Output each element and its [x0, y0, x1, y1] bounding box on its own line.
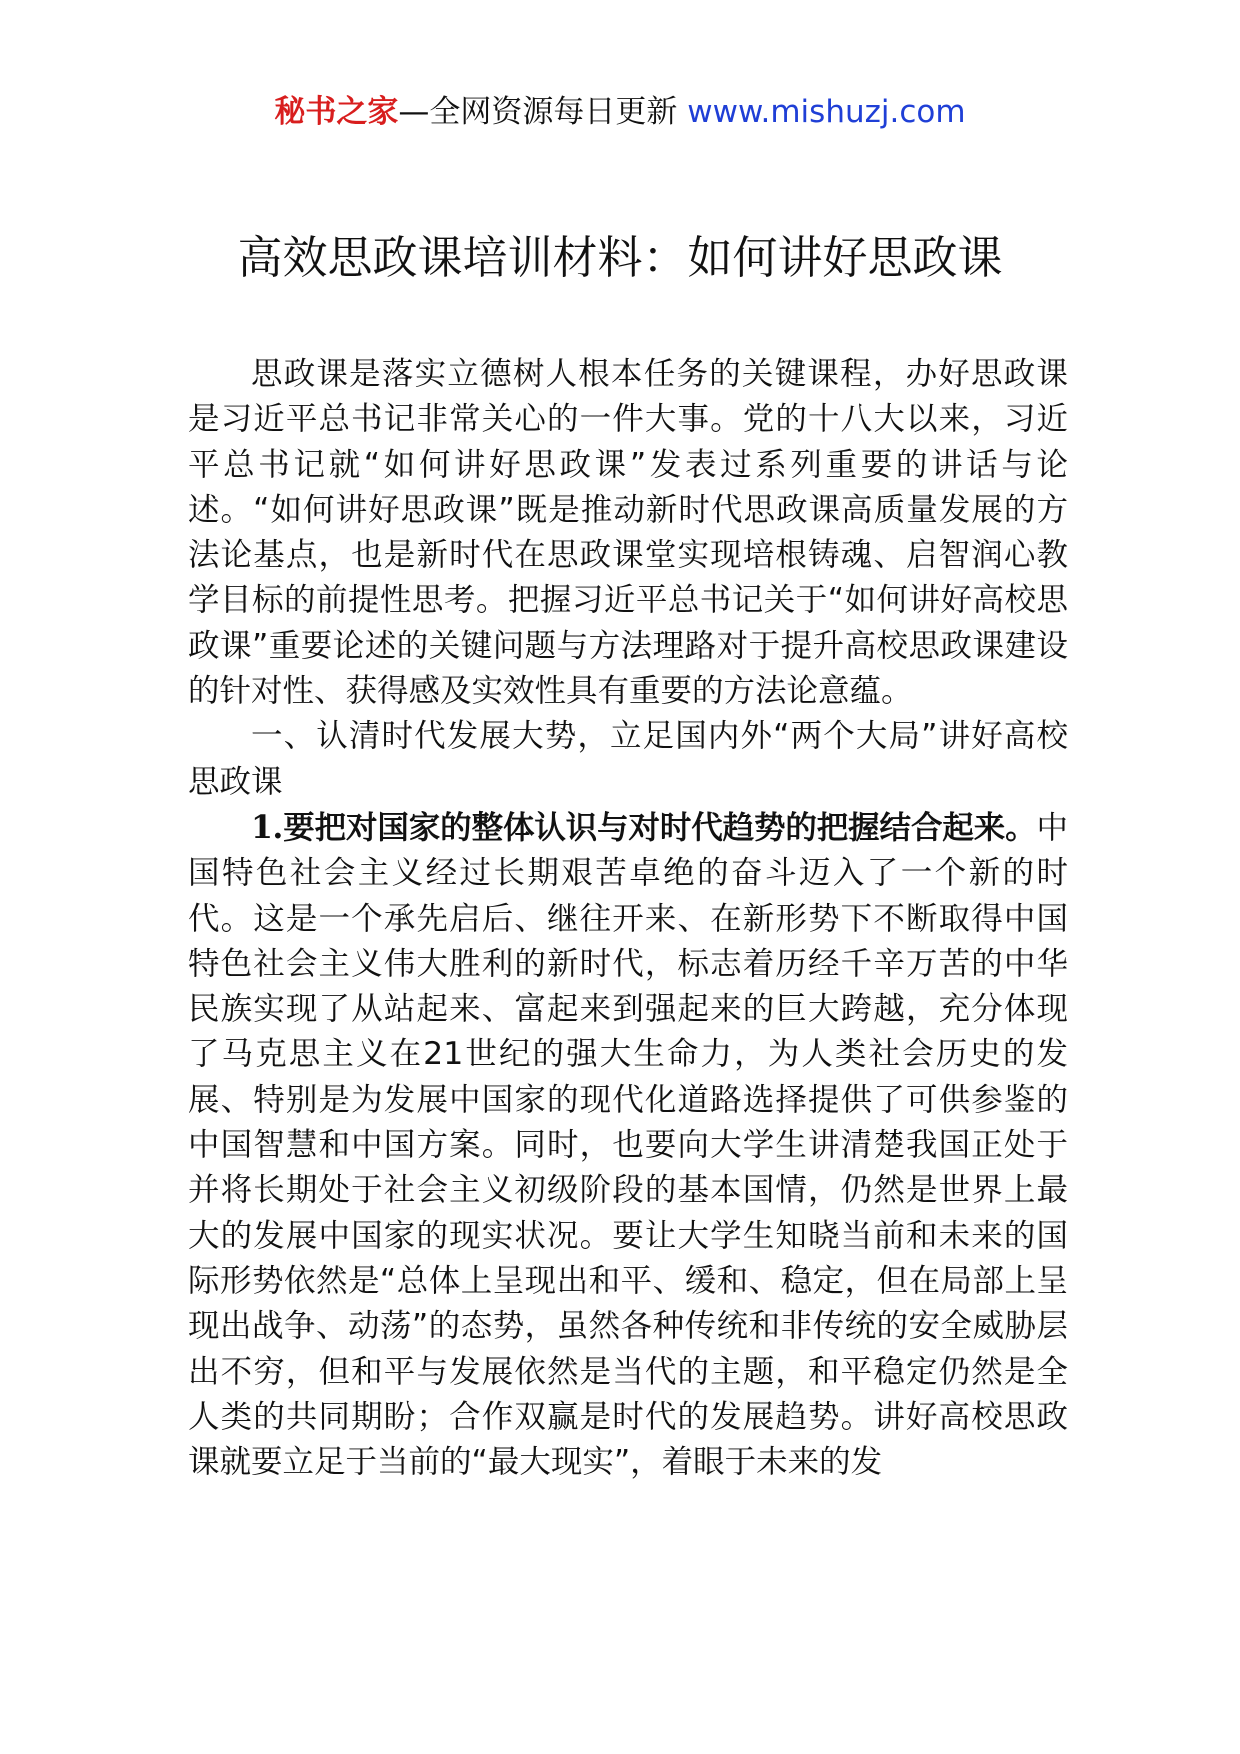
intro-paragraph: 思政课是落实立德树人根本任务的关键课程，办好思政课是习近平总书记非常关心的一件大事。党的十八大以来，习近平总书记就“如何讲好思政课”发表过系列重要的讲话与论述。“如何讲好思政课”既是推动新时代思政课高质量发展的方法论基点，也是新时代在思政课堂实现培根铸魂、启智润心教学目标的前提性思考。把握习近平总书记关于“如何讲好高校思政课”重要论述的关键问题与方法理路对于提升高校思政课建设的针对性、获得感及实效性具有重要的方法论意蕴。 — [188, 356, 1068, 710]
section-heading: 一、认清时代发展大势，立足国内外“两个大局”讲好高校思政课 — [188, 718, 1068, 800]
document-title: 高效思政课培训材料：如何讲好思政课 — [237, 231, 1003, 284]
site-slogan: —全网资源每日更新 — [398, 94, 688, 130]
site-header — [0, 92, 1240, 132]
point-body-text: 中国特色社会主义经过长期艰苦卓绝的奋斗迈入了一个新的时代。这是一个承先启后、继往开来、在新形势下不断取得中国特色社会主义伟大胜利的新时代，标志着历经千辛万苦的中华民族实现了从站起来、富起来到强起来的巨大跨越，充分体现了马克思主义在21世纪的强大生命力，为人类社会历史的发展、特别是为发展中国家的现代化道路选择提供了可供参鉴的中国智慧和中国方案。同时，也要向大学生讲清楚我国正处于并将长期处于社会主义初级阶段的基本国情，仍然是世界上最大的发展中国家的现实状况。要让大学生知晓当前和未来的国际形势依然是“总体上呈现出和平、缓和、稳定，但在局部上呈现出战争、动荡”的态势，虽然各种传统和非传统的安全威胁层出不穷，但和平与发展依然是当代的主题，和平稳定仍然是全人类的共同期盼；合作双赢是时代的发展趋势。讲好高校思政课就要立足于当前的“最大现实”，着眼于未来的发 — [188, 809, 1068, 1481]
site-brand: 秘书之家 — [274, 94, 399, 130]
point-paragraph — [188, 805, 1068, 1485]
document-body — [188, 352, 1068, 1485]
point-lead-sentence: 1.要把对国家的整体认识与对时代趋势的把握结合起来。 — [251, 808, 1037, 846]
site-url-link[interactable]: www.mishuzj.com — [687, 94, 966, 130]
